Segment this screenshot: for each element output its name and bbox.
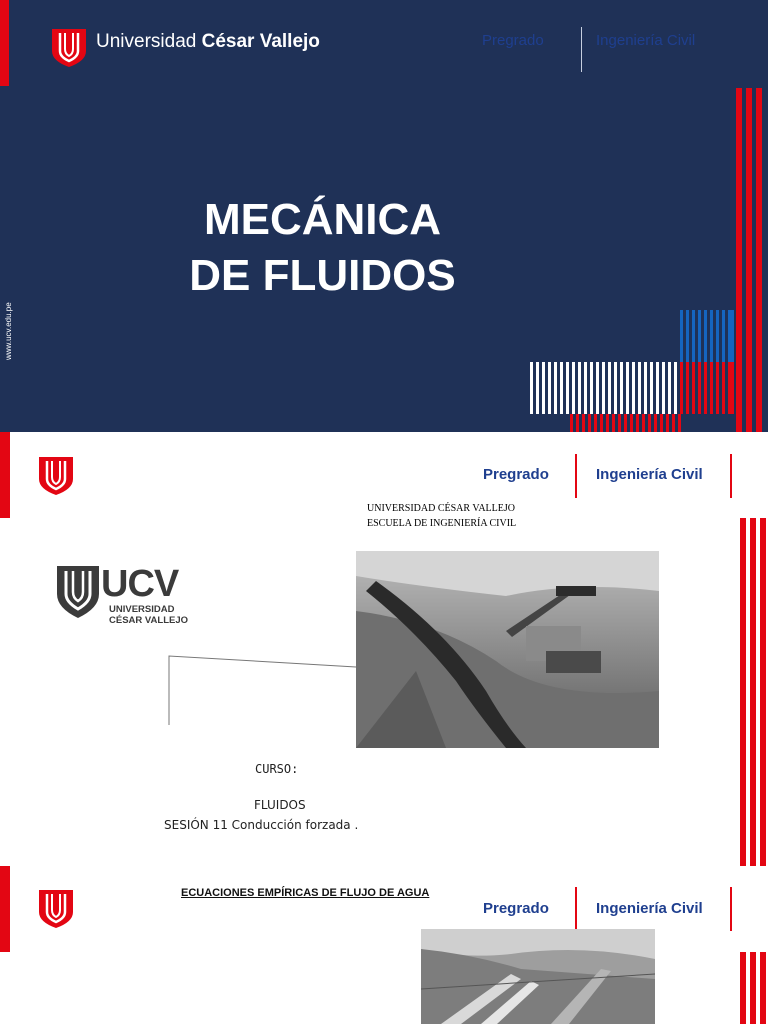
ucv-logo-line1: UNIVERSIDAD bbox=[109, 604, 175, 615]
ucv-acronym: UCV bbox=[101, 563, 179, 605]
website-url: www.ucv.edu.pe bbox=[4, 302, 13, 360]
nav-divider bbox=[730, 454, 732, 498]
ucv-logo-line2: CÉSAR VALLEJO bbox=[109, 615, 189, 626]
ucv-shield-gray-icon bbox=[57, 566, 99, 618]
nav-pregrado[interactable]: Pregrado bbox=[483, 900, 549, 917]
pipeline-aerial-photo bbox=[421, 929, 655, 1024]
red-stripes bbox=[738, 952, 768, 1024]
slide-title-line1: MECÁNICA bbox=[203, 195, 442, 244]
university-name-bold: César Vallejo bbox=[201, 31, 320, 52]
slide-title-line2: DE FLUIDOS bbox=[189, 251, 456, 300]
course-name: FLUIDOS bbox=[254, 798, 306, 812]
red-edge-bar bbox=[0, 432, 10, 518]
school-line1: UNIVERSIDAD CÉSAR VALLEJO bbox=[367, 503, 515, 514]
pipeline-construction-photo bbox=[356, 551, 659, 748]
nav-divider bbox=[730, 887, 732, 931]
red-edge-bar bbox=[0, 866, 10, 952]
nav-divider bbox=[575, 887, 577, 931]
nav-ingenieria-civil[interactable]: Ingeniería Civil bbox=[596, 900, 703, 917]
decorative-stripes bbox=[0, 0, 768, 432]
nav-pregrado[interactable]: Pregrado bbox=[483, 466, 549, 483]
nav-ingenieria-civil[interactable]: Ingeniería Civil bbox=[596, 32, 696, 49]
session-title: SESIÓN 11 Conducción forzada . bbox=[164, 818, 359, 832]
university-name-prefix: Universidad bbox=[96, 31, 197, 52]
course-label: CURSO: bbox=[255, 762, 299, 776]
ucv-shield-icon bbox=[39, 457, 73, 495]
nav-divider bbox=[575, 454, 577, 498]
title-slide bbox=[0, 0, 768, 432]
school-line2: ESCUELA DE INGENIERÍA CIVIL bbox=[367, 518, 517, 529]
ucv-logo bbox=[57, 562, 187, 626]
course-slide bbox=[0, 432, 768, 866]
red-stripes bbox=[738, 518, 768, 866]
school-header bbox=[367, 501, 516, 531]
frame-outline bbox=[168, 655, 358, 725]
equations-slide bbox=[0, 866, 768, 1024]
ucv-shield-icon bbox=[39, 890, 73, 928]
nav-ingenieria-civil[interactable]: Ingeniería Civil bbox=[596, 466, 703, 483]
nav-pregrado[interactable]: Pregrado bbox=[482, 32, 544, 49]
slide-heading: ECUACIONES EMPÍRICAS DE FLUJO DE AGUA bbox=[181, 887, 430, 899]
